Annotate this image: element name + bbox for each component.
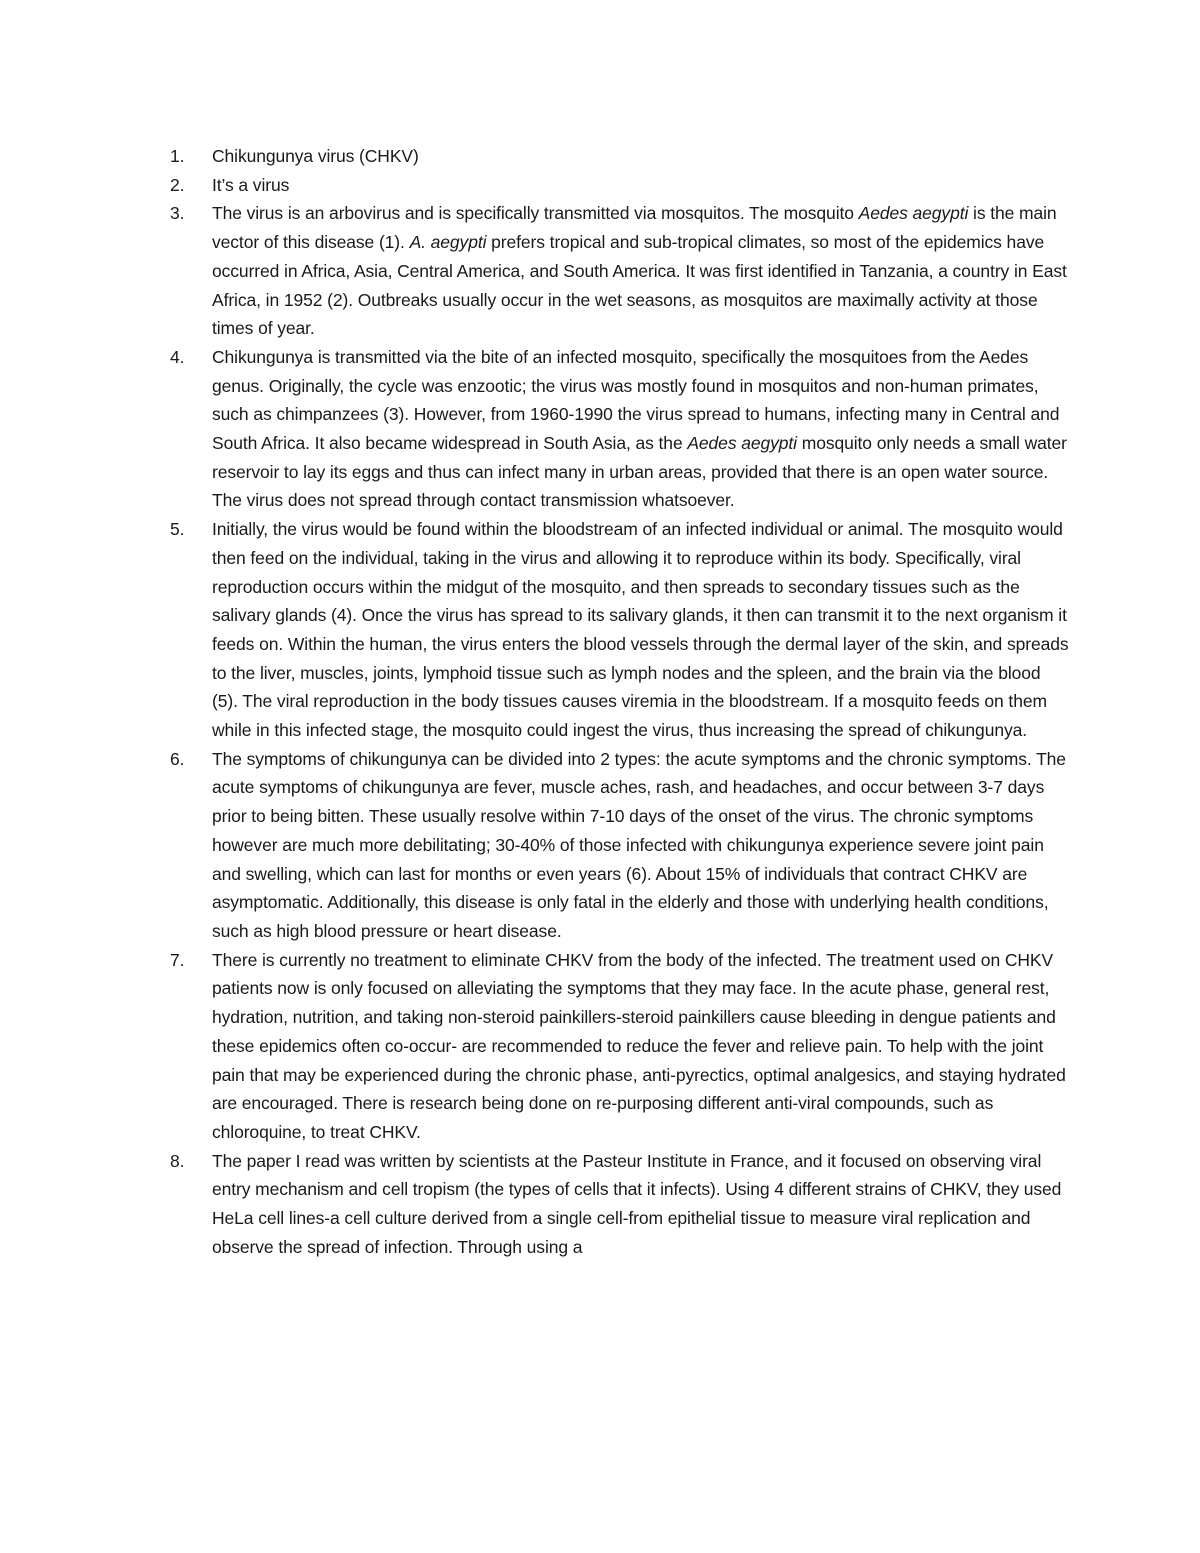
list-item-text [212, 519, 1069, 740]
list-item-number: 3. [170, 203, 185, 224]
list-item-number: 6. [170, 748, 185, 769]
text-segment: prefers tropical and sub-tropical climates, so most of the epidemics have occurred in Africa, Asia, Central America, and South America. It was first identified in Tanzania, a country in East Africa, in 1952 (2). Outbreaks usually occur in the wet seasons, as mosquitos are maximally activity at those times of year. [212, 232, 1067, 339]
text-segment: Chikungunya is transmitted via the bite of an infected mosquito, specifically the mosquitoes from the Aedes genus. Originally, the cycle was enzootic; the virus was mostly found in mosquitos and non-human primates, such as chimpanzees (3). However, from 1960-1990 the virus spread to humans, infecting many in Central and South Africa. It also became widespread in South Asia, as the [212, 346, 1060, 454]
italic-text-segment: A. aegypti [409, 232, 487, 253]
list-item [170, 199, 1070, 343]
list-item-text [212, 950, 1066, 1142]
list-item [170, 1147, 1070, 1262]
list-item-number: 1. [170, 146, 185, 166]
text-segment: The paper I read was written by scientists at the Pasteur Institute in France, and it focused on observing viral entry mechanism and cell tropism (the types of cells that it infects). Using 4 different strains of CHKV, they used HeLa cell lines-a cell culture derived from a single cell-from epithelial tissue to measure viral replication and observe the spread of infection. Through using a [212, 1150, 1062, 1257]
text-segment: It’s a virus [212, 174, 290, 195]
list-item-number: 5. [170, 519, 185, 540]
list-item [170, 171, 1070, 200]
list-item [170, 745, 1070, 946]
list-item-text [212, 203, 1067, 338]
list-item-number: 8. [170, 1150, 185, 1171]
italic-text-segment: Aedes aegypti [858, 203, 969, 224]
text-segment: is the main vector of this disease (1). [212, 203, 1057, 253]
list-item-text [212, 146, 419, 166]
text-segment: The symptoms of chikungunya can be divided into 2 types: the acute symptoms and the chronic symptoms. The acute symptoms of chikungunya are fever, muscle aches, rash, and headaches, and occur between 3-7 days prior to being bitten. These usually resolve within 7-10 days of the onset of the virus. The chronic symptoms however are much more debilitating; 30-40% of those infected with chikungunya experience severe joint pain and swelling, which can last for months or even years (6). About 15% of individuals that contract CHKV are asymptomatic. Additionally, this disease is only fatal in the elderly and those with underlying health conditions, such as high blood pressure or heart disease. [212, 748, 1066, 941]
text-segment: mosquito only needs a small water reservoir to lay its eggs and thus can infect many in urban areas, provided that there is an open water source. The virus does not spread through contact transmission whatsoever. [212, 433, 1067, 511]
text-segment: Chikungunya virus (CHKV) [212, 146, 419, 166]
text-segment: There is currently no treatment to eliminate CHKV from the body of the infected. The treatment used on CHKV patients now is only focused on alleviating the symptoms that they may face. In the acute phase, general rest, hydration, nutrition, and taking non-steroid painkillers-steroid painkillers cause bleeding in dengue patients and these epidemics often co-occur- are recommended to reduce the fever and relieve pain. To help with the joint pain that may be experienced during the chronic phase, anti-pyrectics, optimal analgesics, and staying hydrated are encouraged. There is research being done on re-purposing different anti-viral compounds, such as chloroquine, to treat CHKV. [212, 949, 1066, 1142]
list-item-text [212, 1151, 1061, 1257]
text-segment: The virus is an arbovirus and is specifically transmitted via mosquitos. The mosquito [212, 203, 859, 224]
list-item-text [212, 749, 1066, 941]
numbered-list [170, 142, 1070, 1261]
list-item-number: 2. [170, 174, 185, 195]
list-item [170, 946, 1070, 1147]
list-item [170, 142, 1070, 171]
list-item [170, 515, 1070, 745]
list-item-number: 4. [170, 346, 185, 367]
text-segment: Initially, the virus would be found within the bloodstream of an infected individual or animal. The mosquito would then feed on the individual, taking in the virus and allowing it to reproduce within its body. Specifically, viral reproduction occurs within the midgut of the mosquito, and then spreads to secondary tissues such as the salivary glands (4). Once the virus has spread to its salivary glands, it then can transmit it to the next organism it feeds on. Within the human, the virus enters the blood vessels through the dermal layer of the skin, and spreads to the liver, muscles, joints, lymphoid tissue such as lymph nodes and the spleen, and the brain via the blood (5). The viral reproduction in the body tissues causes viremia in the bloodstream. If a mosquito feeds on them while in this infected stage, the mosquito could ingest the virus, thus increasing the spread of chikungunya. [212, 519, 1069, 741]
italic-text-segment: Aedes aegypti [687, 433, 797, 454]
list-item-text [212, 175, 289, 195]
list-item-number: 7. [170, 949, 185, 970]
list-item [170, 343, 1070, 515]
list-item-text [212, 347, 1067, 511]
